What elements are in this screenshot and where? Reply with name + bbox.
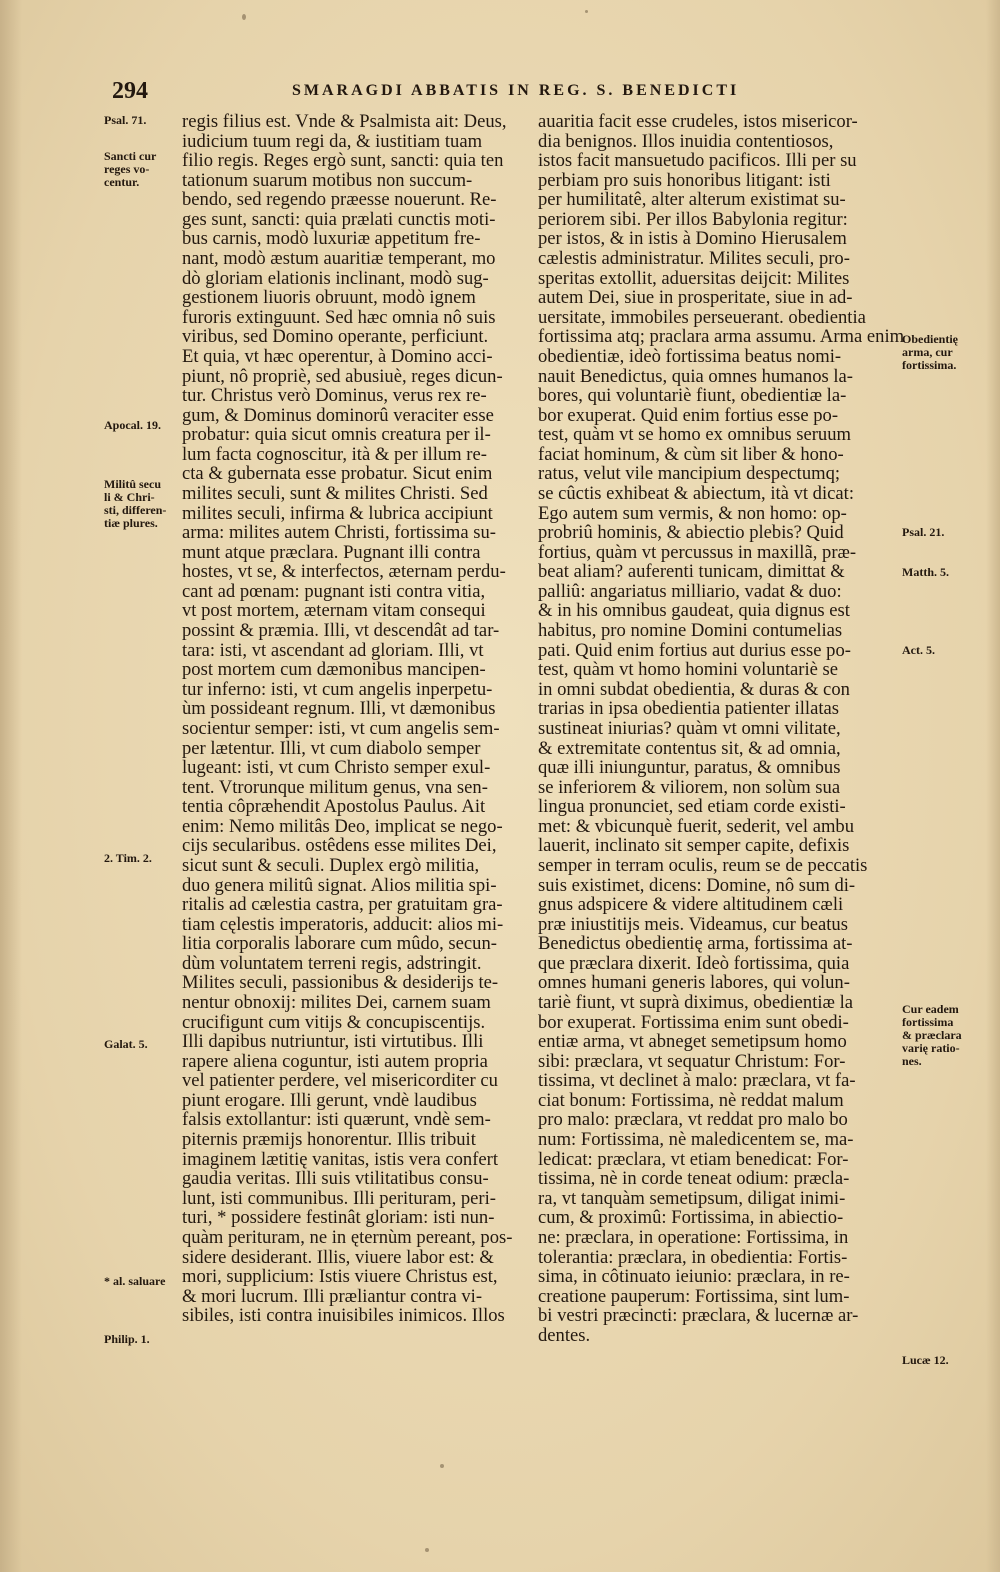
text-line: semper in terram oculis, reum se de peccatis (538, 855, 868, 876)
text-line: gestionem liuoris obruunt, modò ignem (182, 288, 476, 308)
margin-note-line: fortissima. (902, 358, 957, 372)
text-line: & extremitate contentus sit, & ad omnia, (538, 738, 841, 759)
text-line: tiam cęlestis imperatoris, adducit: alios mi- (182, 914, 504, 935)
text-line: se inferiorem & viliorem, non solùm sua (538, 777, 841, 798)
text-line: trarias in ipsa obedientia patienter illatas (538, 699, 840, 719)
text-line: palliû: angariatus milliario, vadat & duo: (538, 581, 842, 602)
text-line: litia corporalis laborare cum mûdo, secun- (182, 934, 497, 954)
text-line: lingua pronunciet, sed etiam corde existi- (538, 797, 846, 817)
margin-note-saluare (104, 1275, 165, 1288)
text-line: perbiam pro suis honoribus litigant: isti (538, 170, 831, 191)
text-line: ne: præclara, in operatione: Fortissima, in (538, 1227, 849, 1248)
text-line: piternis præmijs honorentur. Illis tribuit (182, 1130, 476, 1150)
text-line: lugeant: isti, vt cum Christo semper exul- (182, 758, 491, 778)
text-line: bendo, sed regendo præesse nouerunt. Re- (182, 190, 497, 210)
text-line: quæ illi iniunguntur, paratus, & omnibus (538, 758, 841, 778)
text-line: tur inferno: isti, vt cum angelis inperpetu- (182, 679, 493, 700)
text-line: auaritia facit esse crudeles, istos misericor- (538, 112, 858, 132)
text-line: bor exuperat. Quid enim fortius esse po- (538, 405, 839, 426)
text-line: se cûctis exhibeat & abiectum, ità vt dicat: (538, 483, 854, 504)
paper-speck (585, 10, 588, 13)
text-line: ciat bonum: Fortissima, nè reddat malum (538, 1090, 844, 1111)
text-line: per istos, & in istis à Domino Hierusalem (538, 229, 847, 250)
margin-note-line: Cur eadem (902, 1002, 959, 1016)
margin-note-line: reges vo- (104, 162, 150, 176)
margin-note-line: Militû secu (104, 477, 161, 491)
margin-note-line: Lucæ 12. (902, 1353, 949, 1367)
text-line: tentia côpræhendit Apostolus Paulus. Ait (182, 797, 486, 817)
text-line: dia benignos. Illos inuidia contentiosos, (538, 131, 834, 152)
text-line: lunt, isti communibus. Illi perituram, peri- (182, 1188, 496, 1209)
text-line: dùm voluntatem terreni regis, adstringit. (182, 953, 482, 974)
text-line: num: Fortissima, nè maledicentem se, ma- (538, 1130, 854, 1150)
text-line: entiæ arma, vt abneget semetipsum homo (538, 1032, 847, 1052)
margin-note-line: centur. (104, 175, 140, 189)
text-line: præ iniustitijs meis. Videamus, cur beatus (538, 914, 848, 935)
margin-note-line: Philip. 1. (104, 1332, 150, 1346)
text-line: tissima, vt declinet à malo: præclara, vt fa- (538, 1071, 856, 1091)
text-line: enim: Nemo militâs Deo, implicat se nego- (182, 816, 503, 837)
text-line: Ego autem sum vermis, & non homo: op- (538, 503, 847, 524)
margin-note-line: li & Chri- (104, 490, 155, 504)
text-line: turi, * possidere festinât gloriam: isti nun- (182, 1208, 495, 1228)
text-line: per lætentur. Illi, vt cum diabolo semper (182, 738, 481, 759)
margin-note-line: Psal. 21. (902, 525, 945, 539)
text-line: met: & vbicunquè fuerit, sederit, vel ambu (538, 816, 855, 837)
running-head: SMARAGDI ABBATIS IN REG. S. BENEDICTI (292, 82, 740, 99)
text-line: bor exuperat. Fortissima enim sunt obedi- (538, 1012, 849, 1033)
text-line: & in his omnibus gaudeat, quia dignus est (538, 601, 850, 622)
text-line: per humilitatê, alter alterum existimat su- (538, 190, 846, 210)
paper-speck (425, 1548, 429, 1552)
text-line: beat aliam? auferenti tunicam, dimittat & (538, 562, 845, 582)
margin-note-line: Obedientię (902, 332, 958, 346)
margin-note-psal71 (104, 114, 146, 127)
text-line: nant, modò æstum auaritiæ temperant, mo (182, 249, 496, 269)
text-line: piunt erogare. Illi gerunt, vndè laudibus (182, 1090, 477, 1111)
paper-speck (242, 14, 246, 20)
text-line: quàm perituram, ne in ęternùm pereant, pos- (182, 1227, 513, 1248)
text-line: rapere aliena coguntur, isti autem propria (182, 1051, 488, 1072)
text-line: faciat hominum, & cùm sit liber & hono- (538, 444, 844, 465)
text-line: bores, qui voluntariè fiunt, obedientiæ la- (538, 386, 847, 406)
text-line: cijs secularibus. ostêdens esse milites Dei, (182, 836, 497, 856)
margin-note-luc (902, 1354, 949, 1367)
text-line: sicut sunt & seculi. Duplex ergò militia, (182, 855, 480, 876)
text-line: gum, & Dominus dominorû veraciter esse (182, 405, 494, 426)
text-line: periorem sibi. Per illos Babylonia regitur: (538, 209, 848, 230)
text-line: que præclara dixerit. Ideò fortissima, quia (538, 953, 850, 974)
text-line: omnes humani generis labores, qui volun- (538, 973, 850, 994)
margin-note-philip (104, 1333, 150, 1346)
margin-note-act5 (902, 644, 935, 657)
left-text-column (182, 112, 542, 1326)
text-line: gnus adspicere & videre altitudinem cæli (538, 895, 844, 915)
margin-note-line: varię ratio- (902, 1041, 960, 1055)
text-line: probatur: quia sicut omnis creatura per il- (182, 425, 491, 445)
text-line: Benedictus obedientię arma, fortissima at- (538, 934, 853, 954)
text-line: sibiles, isti contra inuisibiles inimicos. Illos (182, 1306, 505, 1326)
text-line: ra, vt tanquàm semetipsum, diligat inimi- (538, 1188, 846, 1209)
margin-note-line: Psal. 71. (104, 113, 147, 127)
margin-note-psal21 (902, 526, 944, 539)
text-line: duo genera militû signat. Alios militia spi- (182, 875, 497, 896)
text-line: sima, in côtinuato ieiunio: præclara, in re- (538, 1267, 850, 1287)
text-line: piunt, nô propriè, sed abusiuè, reges dicun- (182, 366, 503, 387)
text-line: ges sunt, sancti: quia prælati cunctis moti- (182, 209, 496, 230)
text-line: tent. Vtrorunque militum genus, vna sen- (182, 777, 488, 798)
text-line: vel patienter perdere, vel misericorditer cu (182, 1071, 498, 1091)
text-line: nentur obnoxij: milites Dei, carnem suam (182, 993, 491, 1013)
right-text-column (538, 112, 914, 1345)
text-line: post mortem cum dæmonibus mancipen- (182, 660, 486, 680)
margin-note-line: sti, differen- (104, 503, 167, 517)
text-line: sidere desiderant. Illis, viuere labor est: & (182, 1247, 494, 1268)
text-line: furoris extinguunt. Sed hæc omnia nô suis (182, 307, 496, 328)
text-line: bi vestri præcincti: præclara, & lucernæ ar- (538, 1306, 859, 1326)
text-line: iudicium tuum regi da, & iustitiam tuam (182, 131, 483, 152)
margin-note-line: Sancti cur (104, 149, 157, 163)
text-line: Et quia, vt hæc operentur, à Domino acci- (182, 346, 493, 367)
text-line: filio regis. Reges ergò sunt, sancti: quia ten (182, 151, 504, 171)
text-line: fortissima atq; praclara arma assumu. Arma enim (538, 327, 905, 347)
text-line: ratus, velut vile mancipium despectumq; (538, 464, 841, 484)
text-line: obedientiæ, ideò fortissima beatus nomi- (538, 346, 842, 367)
text-line: pro malo: præclara, vt reddat pro malo bo (538, 1110, 848, 1131)
text-line: mori, supplicium: Istis viuere Christus est, (182, 1267, 498, 1287)
text-line: socientur semper: isti, vt cum angelis sem- (182, 718, 500, 739)
text-line: falsis extollantur: isti quærunt, vndè sem- (182, 1110, 491, 1131)
text-line: cta & gubernata esse probatur. Sicut enim (182, 464, 493, 484)
text-line: suis existimet, dicens: Domine, nô sum di- (538, 875, 856, 896)
page-header (112, 78, 942, 108)
text-line: crucifigunt cum vitijs & concupiscentijs. (182, 1012, 486, 1033)
text-line: bus carnis, modò luxuriæ appetitum fre- (182, 229, 481, 250)
text-line: test, quàm vt se homo ex omnibus seruum (538, 425, 851, 445)
text-line: sibi: præclara, vt sequatur Christum: For- (538, 1051, 846, 1072)
text-line: tolerantia: præclara, in obedientia: Fortis- (538, 1247, 848, 1268)
text-line: arma: milites autem Christi, fortissima su- (182, 523, 496, 543)
text-line: in omni subdat obedientia, & duras & con (538, 679, 850, 700)
paper-speck (440, 1464, 444, 1468)
text-line: istos facit mansuetudo pacificos. Illi per su (538, 151, 857, 171)
text-line: cum, & proximû: Fortissima, in abiectio- (538, 1208, 844, 1228)
text-line: hostes, vt se, & interfectos, æternam perdu- (182, 562, 506, 582)
text-line: Milites seculi, passionibus & desiderijs te- (182, 973, 499, 994)
margin-note-line: 2. Tim. 2. (104, 851, 152, 865)
margin-note-militum (104, 478, 166, 530)
text-line: tara: isti, vt ascendant ad gloriam. Illi, vt (182, 640, 484, 661)
margin-note-apocal (104, 419, 161, 432)
margin-note-line: tiæ plures. (104, 516, 158, 530)
text-line: ritalis ad cælestia castra, per gratuitam gra- (182, 895, 503, 915)
margin-note-timoth (104, 852, 152, 865)
text-line: vt post mortem, æternam vitam consequi (182, 601, 486, 622)
text-line: probriû hominis, & abiectio plebis? Quid (538, 523, 844, 543)
margin-note-matth (902, 566, 949, 579)
margin-note-line: * al. saluare (104, 1274, 166, 1288)
text-line: dò gloriam elationis inclinant, modò sug- (182, 268, 489, 289)
text-line: speritas extollit, aduersitas deijcit: Milites (538, 268, 850, 289)
text-line: & mori lucrum. Illi præliantur contra vi- (182, 1286, 483, 1307)
text-line: milites seculi, sunt & milites Christi. Sed (182, 483, 488, 504)
text-line: habitus, pro nomine Domini contumelias (538, 621, 843, 641)
margin-note-galat (104, 1038, 148, 1051)
text-line: test, quàm vt homo homini voluntariè se (538, 660, 839, 680)
margin-note-sancti (104, 150, 156, 189)
text-line: imaginem lætitię vanitas, istis vera confert (182, 1149, 499, 1170)
margin-note-line: fortissima (902, 1015, 954, 1029)
margin-note-line: arma, cur (902, 345, 953, 359)
margin-note-line: Apocal. 19. (104, 418, 161, 432)
text-line: cant ad pœnam: pugnant isti contra vitia, (182, 581, 486, 602)
text-line: munt atque præclara. Pugnant illi contra (182, 542, 481, 563)
text-line: dentes. (538, 1325, 591, 1346)
margin-note-line: & præclara (902, 1028, 962, 1042)
text-line: lum facta cognoscitur, ità & per illum re- (182, 444, 487, 465)
text-line: tissima, nè in corde teneat odium: præcla- (538, 1169, 850, 1189)
text-line: cælestis administratur. Milites seculi, pro- (538, 249, 850, 269)
text-line: regis filius est. Vnde & Psalmista ait: Deus, (182, 112, 507, 132)
gutter-shadow (0, 0, 22, 1572)
text-line: possint & præmia. Illi, vt descendât ad tar- (182, 621, 500, 641)
margin-note-line: Galat. 5. (104, 1037, 148, 1051)
text-line: ledicat: præclara, vt etiam benedicat: For- (538, 1149, 849, 1170)
text-line: sustineat iniurias? quàm vt omni vilitate, (538, 718, 841, 739)
text-line: creatione pauperum: Fortissima, sint lum- (538, 1286, 850, 1307)
margin-note-line: Act. 5. (902, 643, 935, 657)
margin-note-obedientia (902, 333, 958, 372)
text-line: viribus, sed Domino operante, perficiunt. (182, 327, 489, 347)
text-line: pati. Quid enim fortius aut durius esse po- (538, 640, 851, 661)
page-number: 294 (112, 78, 148, 104)
text-line: uersitate, immobiles perseuerant. obedientia (538, 307, 866, 328)
text-line: tur. Christus verò Dominus, verus rex re- (182, 386, 487, 406)
text-line: gaudia veritas. Illi suis vtilitatibus consu- (182, 1169, 489, 1189)
text-line: nauit Benedictus, quia omnes humanos la- (538, 366, 853, 387)
text-line: milites seculi, infirma & lubrica accipiunt (182, 503, 493, 524)
text-line: ùm possideant regnum. Illi, vt dæmonibus (182, 699, 496, 719)
text-line: tariè fiunt, vt suprà diximus, obedientiæ la (538, 993, 854, 1013)
margin-note-cur-eadem (902, 1003, 962, 1068)
text-line: fortius, quàm vt percussus in maxillã, præ- (538, 542, 857, 563)
text-line: lauerit, inclinato sit semper capite, defixis (538, 836, 850, 856)
margin-note-line: Matth. 5. (902, 565, 949, 579)
margin-note-line: nes. (902, 1054, 922, 1068)
text-line: Illi dapibus nutriuntur, isti virtutibus. Illi (182, 1032, 484, 1052)
text-line: autem Dei, siue in prosperitate, siue in ad- (538, 288, 853, 308)
text-line: tationum suarum motibus non succum- (182, 170, 473, 191)
page-edge-shadow (986, 0, 1000, 1572)
